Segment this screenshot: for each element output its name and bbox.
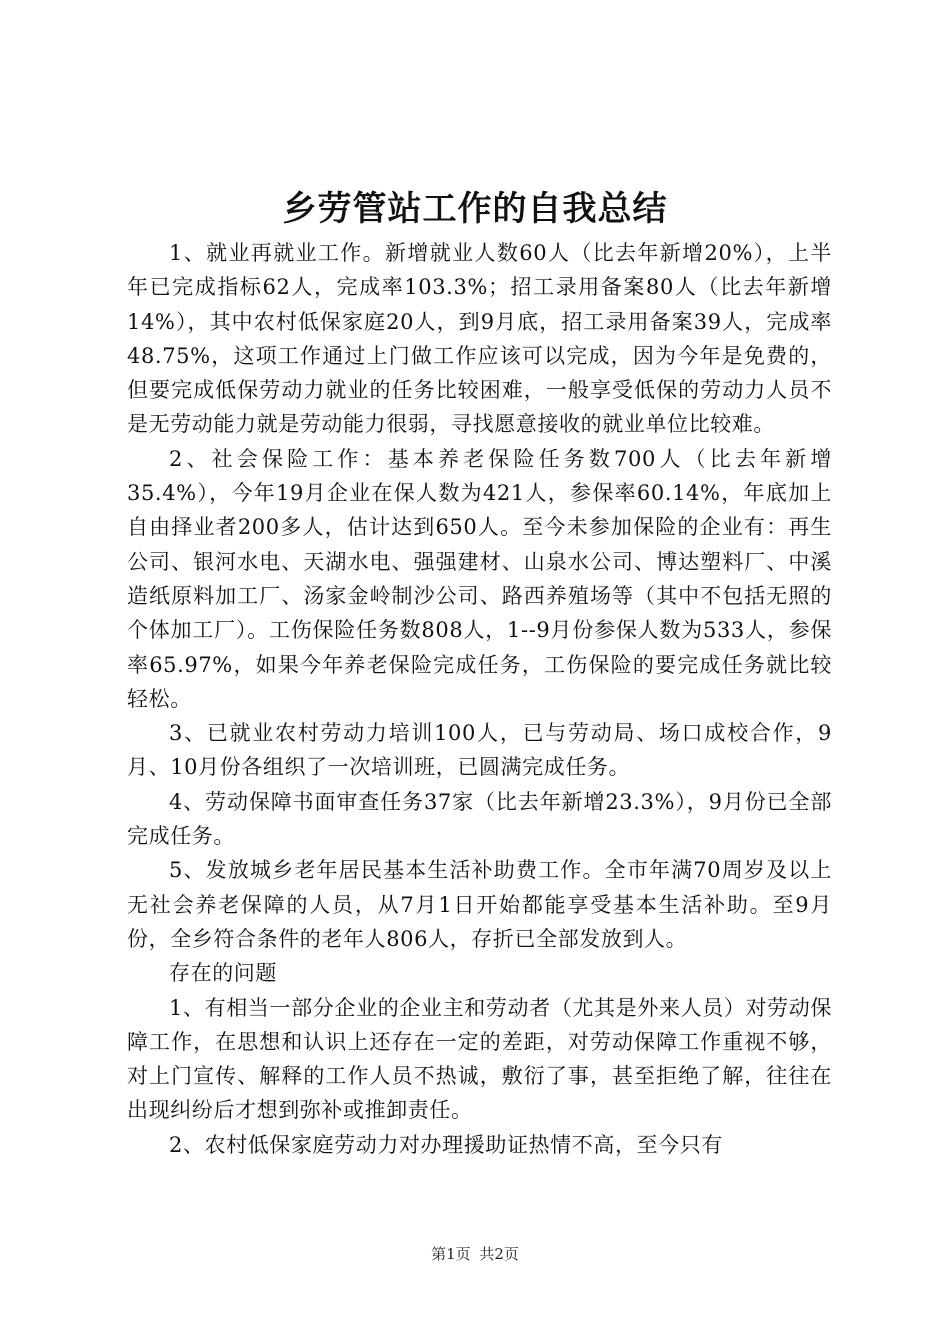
page-number: 第1页 (431, 1245, 471, 1263)
paragraph-social-insurance: 2、社会保险工作：基本养老保险任务数700人（比去年新增35.4%），今年19月企业在保人数为421人，参保率60.14%，年底加上自由择业者200多人，估计达到650人。至今未参加保险的企业有：再生公司、银河水电、天湖水电、强强建材、山泉水公司、博达塑料厂、中溪造纸原料加工厂、汤家金岭制沙公司、路西养殖场等（其中不包括无照的个体加工厂）。工伤保险任务数808人，1--9月份参保人数为533人，参保率65.97%，如果今年养老保险完成任务，工伤保险的要完成任务就比较轻松。 (127, 446, 832, 711)
section-heading-problems: 存在的问题 (169, 961, 277, 986)
paragraph-employment: 1、就业再就业工作。新增就业人数60人（比去年新增20%），上半年已完成指标62人，完成率103.3%；招工录用备案80人（比去年新增14%），其中农村低保家庭20人，到9月底，招工录用备案39人，完成率48.75%，这项工作通过上门做工作应该可以完成，因为今年是免费的，但要完成低保劳动力就业的任务比较困难，一般享受低保的劳动力人员不是无劳动能力就是劳动能力很弱，寻找愿意接收的就业单位比较难。 (127, 241, 832, 437)
paragraph-elderly-subsidy: 5、发放城乡老年居民基本生活补助费工作。全市年满70周岁及以上无社会养老保障的人员，从7月1日开始都能享受基本生活补助。至9月份，全乡符合条件的老年人806人，存折已全部发放到人。 (127, 858, 832, 951)
page-total: 共2页 (479, 1245, 519, 1263)
document-body (127, 236, 832, 1162)
paragraph-labor-review: 4、劳动保障书面审查任务37家（比去年新增23.3%），9月份已全部完成任务。 (127, 789, 832, 849)
paragraph-problem-2: 2、农村低保家庭劳动力对办理援助证热情不高，至今只有 (169, 1132, 723, 1157)
paragraph-training: 3、已就业农村劳动力培训100人，已与劳动局、场口成校合作，9月、10月份各组织了一次培训班，已圆满完成任务。 (127, 721, 832, 780)
page-footer (0, 1244, 950, 1264)
paragraph-problem-1: 1、有相当一部分企业的企业主和劳动者（尤其是外来人员）对劳动保障工作，在思想和认识上还存在一定的差距，对劳动保障工作重视不够，对上门宣传、解释的工作人员不热诚，敷衍了事，甚至拒绝了解，往往在出现纠纷后才想到弥补或推卸责任。 (127, 995, 832, 1123)
document-title: 乡劳管站工作的自我总结 (282, 189, 668, 229)
